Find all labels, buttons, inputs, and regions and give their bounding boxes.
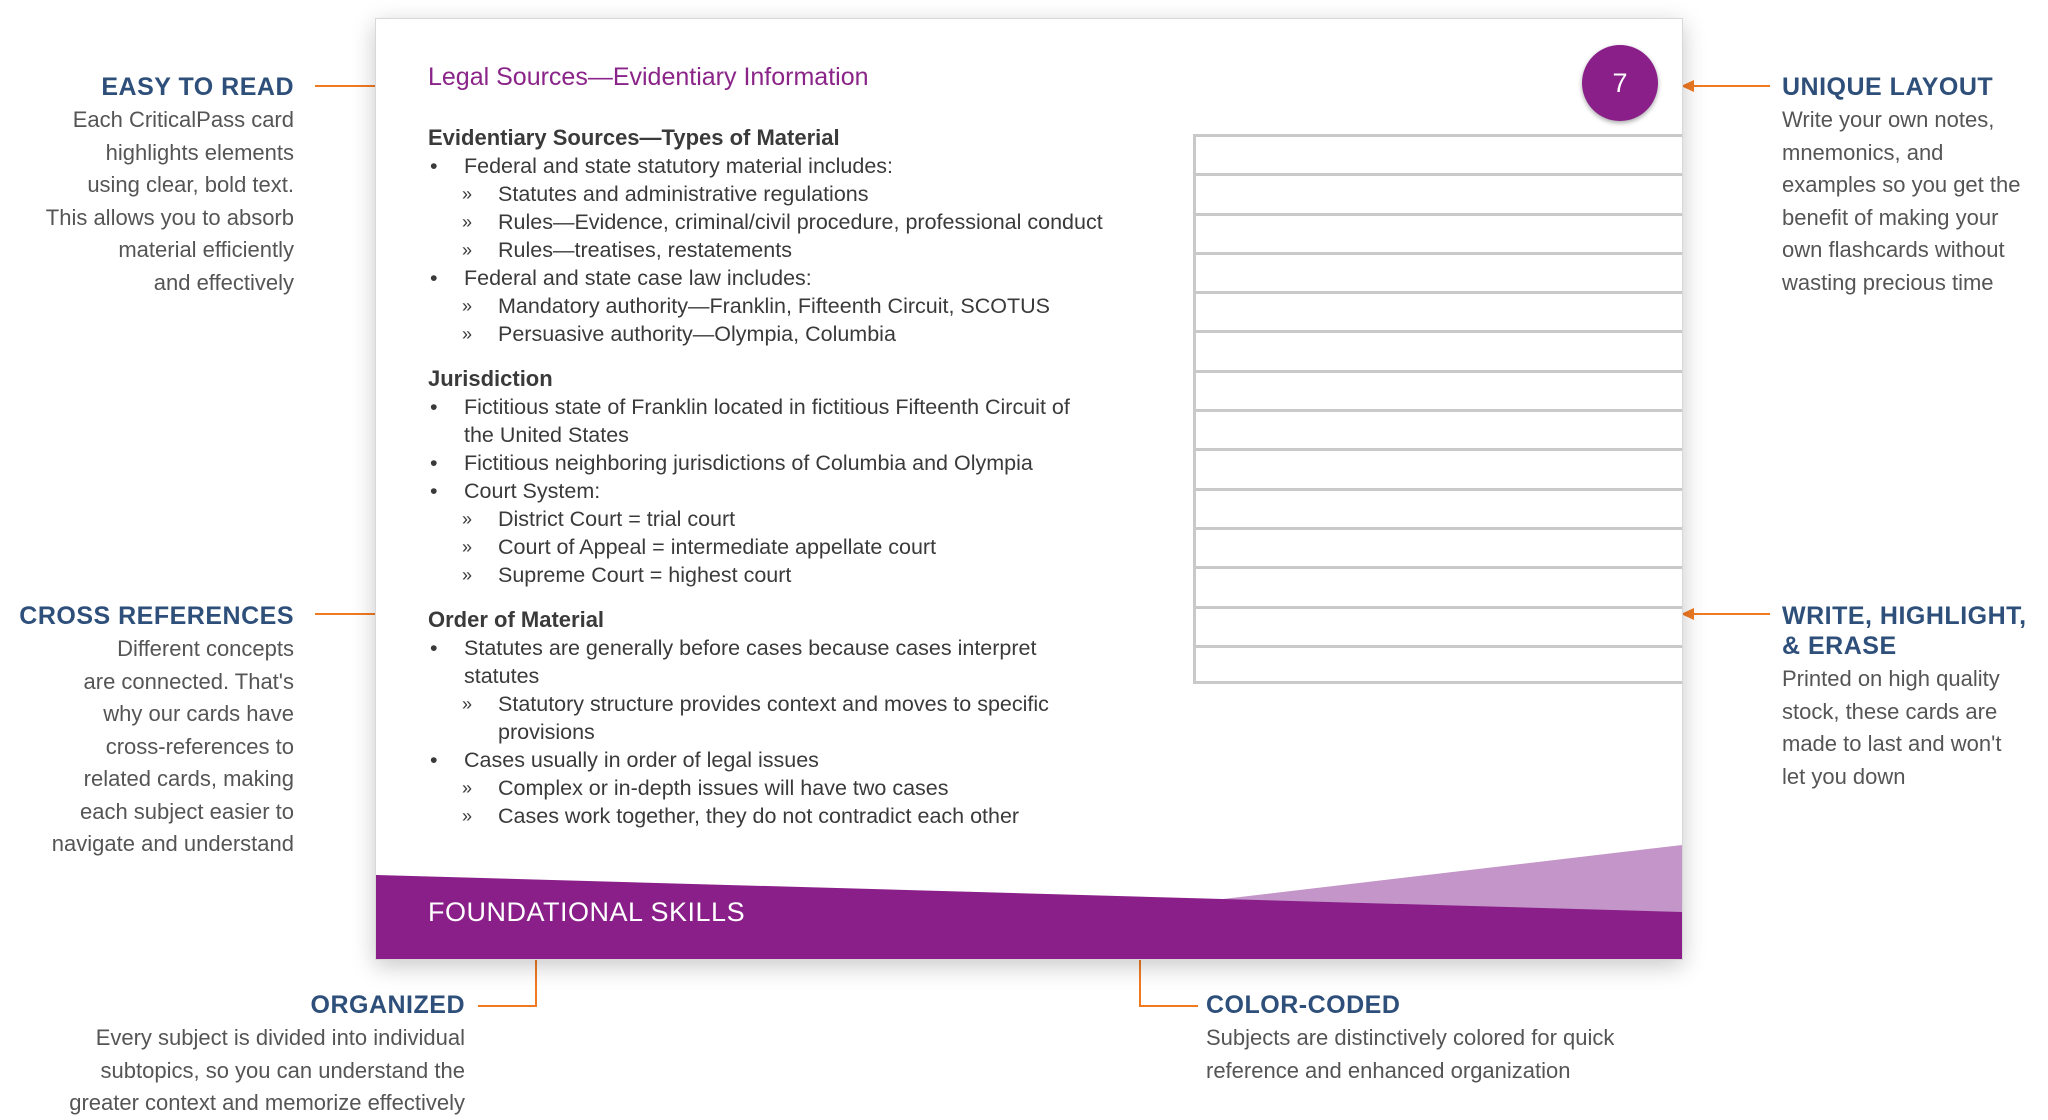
bullet-item: • Fictitious neighboring jurisdictions of Columbia and Olympia	[428, 449, 1208, 477]
bullet-text-line: the United States	[464, 423, 629, 447]
callout-color-coded	[1206, 990, 1726, 1087]
note-line	[1193, 488, 1682, 527]
bullet-item: • Court System:	[428, 477, 1208, 505]
note-line	[1193, 134, 1682, 173]
section-heading: Evidentiary Sources—Types of Material	[428, 125, 840, 150]
sub-bullet-item: » Rules—Evidence, criminal/civil procedure, professional conduct	[428, 208, 1208, 236]
sub-bullet-text-line: provisions	[498, 720, 595, 744]
note-line	[1193, 645, 1682, 684]
callout-body	[1206, 1022, 1726, 1087]
callout-line: Every subject is divided into individual	[95, 1025, 465, 1050]
section-heading: Order of Material	[428, 607, 605, 632]
card-number-badge: 7	[1582, 45, 1658, 121]
bullet-text-line: Statutes are generally before cases because cases interpret	[464, 636, 1037, 660]
note-line	[1193, 213, 1682, 252]
note-line	[1193, 606, 1682, 645]
sub-bullet-text-line: Statutory structure provides context and moves to specific	[498, 692, 1049, 716]
note-lines	[1193, 134, 1682, 684]
sub-bullet-item: » Statutes and administrative regulations	[428, 180, 1208, 208]
callout-body	[15, 1022, 465, 1120]
callout-title: CROSS REFERENCES	[19, 602, 294, 630]
callout-line: reference and enhanced organization	[1206, 1057, 1571, 1083]
sub-bullet-item: » Supreme Court = highest court	[428, 561, 1208, 589]
callout-line: wasting precious time	[1782, 269, 1994, 295]
sub-bullet-item: » Court of Appeal = intermediate appellate court	[428, 533, 1208, 561]
bullet-text-line: Fictitious state of Franklin located in fictitious Fifteenth Circuit of	[464, 395, 1070, 419]
callout-line: Subjects are distinctively colored for quick	[1206, 1025, 1615, 1050]
sub-bullet-item: » Cases work together, they do not contradict each other	[428, 802, 1208, 830]
callout-write-highlight-erase	[1782, 601, 2042, 793]
note-line	[1193, 370, 1682, 409]
bullet-text-line: statutes	[464, 664, 540, 688]
callout-line: subtopics, so you can understand the	[100, 1057, 465, 1083]
subject-label: FOUNDATIONAL SKILLS	[428, 897, 746, 927]
callout-line: highlights elements	[105, 139, 294, 165]
callout-title: EASY TO READ	[101, 73, 294, 101]
callout-organized	[15, 990, 465, 1120]
callout-line: stock, these cards are	[1782, 698, 1998, 724]
callout-line: related cards, making	[83, 766, 294, 791]
callout-easy-to-read	[0, 72, 294, 299]
flashcard	[375, 18, 1683, 960]
bullet-item	[428, 393, 1208, 449]
arrow-left-icon	[1681, 608, 1770, 620]
sub-bullet-item: » Complex or in-depth issues will have two cases	[428, 774, 1208, 802]
callout-line: own flashcards without	[1782, 237, 2005, 262]
note-line	[1193, 448, 1682, 487]
note-line	[1193, 173, 1682, 212]
note-line	[1193, 527, 1682, 566]
callout-body	[1782, 104, 2042, 299]
bullet-item: • Federal and state statutory material includes:	[428, 152, 1208, 180]
callout-line: are connected. That's	[83, 668, 294, 694]
callout-title-line: & ERASE	[1782, 632, 1897, 660]
callout-title	[1782, 601, 2042, 661]
callout-cross-references	[0, 601, 294, 861]
sub-bullet-item: » District Court = trial court	[428, 505, 1208, 533]
bullet-item: • Cases usually in order of legal issues	[428, 746, 1208, 774]
callout-line: navigate and understand	[51, 831, 294, 856]
section-heading: Jurisdiction	[428, 366, 553, 391]
callout-line: cross-references to	[105, 733, 294, 759]
callout-body	[0, 633, 294, 861]
callout-line: let you down	[1782, 763, 1906, 789]
callout-title: ORGANIZED	[310, 991, 465, 1019]
callout-line: each subject easier to	[79, 798, 294, 824]
card-content	[428, 124, 1208, 830]
callout-line: Write your own notes,	[1782, 107, 1995, 132]
callout-line: using clear, bold text.	[87, 172, 294, 197]
callout-body	[0, 104, 294, 299]
footer-band	[376, 827, 1682, 959]
callout-line: This allows you to absorb	[45, 204, 294, 230]
callout-line: why our cards have	[103, 701, 294, 726]
sub-bullet-item: » Mandatory authority—Franklin, Fifteenth Circuit, SCOTUS	[428, 292, 1208, 320]
sub-bullet-item: » Rules—treatises, restatements	[428, 236, 1208, 264]
callout-title: COLOR-CODED	[1206, 991, 1401, 1019]
callout-line: and effectively	[153, 269, 294, 295]
callout-line: Different concepts	[117, 636, 294, 661]
callout-unique-layout	[1782, 72, 2042, 299]
callout-line: made to last and won't	[1782, 731, 2002, 756]
note-line	[1193, 252, 1682, 291]
callout-line: benefit of making your	[1782, 204, 1999, 230]
sub-bullet-item	[428, 690, 1208, 746]
card-title: Legal Sources—Evidentiary Information	[428, 63, 869, 91]
callout-line: Printed on high quality	[1782, 666, 2000, 691]
callout-line: Each CriticalPass card	[72, 107, 294, 132]
callout-line: greater context and memorize effectively	[69, 1090, 465, 1115]
note-line	[1193, 291, 1682, 330]
callout-body	[1782, 663, 2042, 793]
callout-title-line: WRITE, HIGHLIGHT,	[1782, 602, 2027, 630]
callout-line: material efficiently	[118, 237, 294, 262]
note-line	[1193, 330, 1682, 369]
bullet-item: • Federal and state case law includes:	[428, 264, 1208, 292]
arrow-left-icon	[1681, 80, 1770, 92]
callout-title: UNIQUE LAYOUT	[1782, 73, 1994, 101]
bullet-item	[428, 634, 1208, 690]
note-line	[1193, 409, 1682, 448]
callout-line: examples so you get the	[1782, 172, 2021, 197]
callout-line: mnemonics, and	[1782, 139, 1944, 165]
note-line	[1193, 566, 1682, 605]
sub-bullet-item: » Persuasive authority—Olympia, Columbia	[428, 320, 1208, 348]
